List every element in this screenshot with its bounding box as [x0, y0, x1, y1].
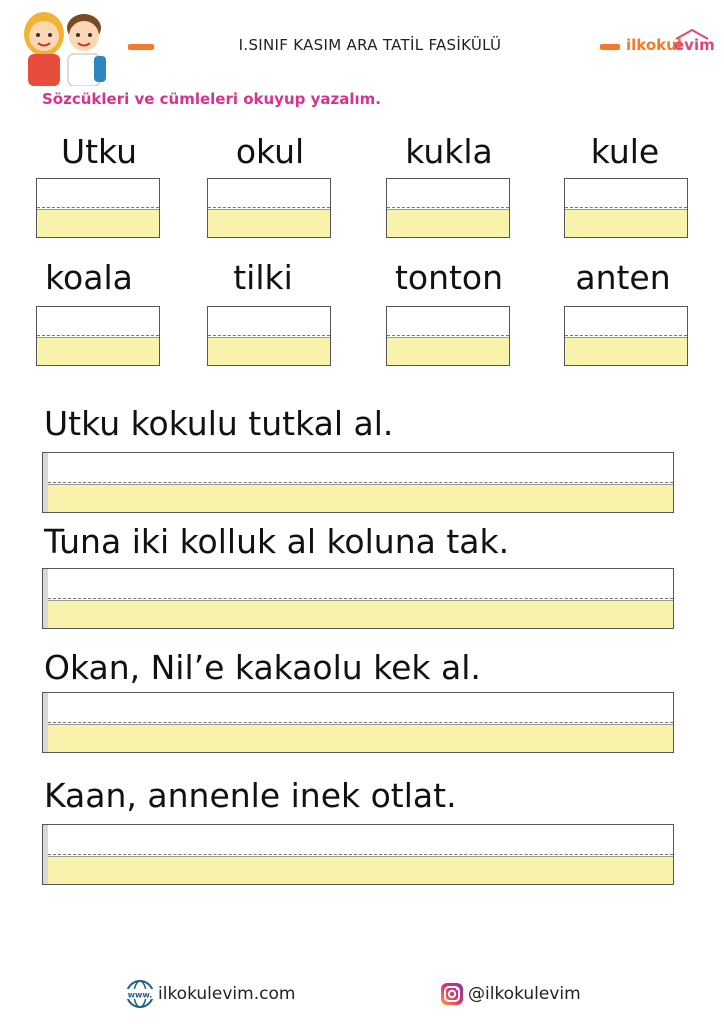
- word-label: anten: [575, 258, 671, 297]
- sentence-writing-box[interactable]: [42, 568, 674, 629]
- instruction-text: Sözcükleri ve cümleleri okuyup yazalım.: [42, 90, 381, 108]
- writing-box[interactable]: [564, 306, 688, 366]
- word-label: kukla: [405, 132, 493, 171]
- logo-part2: evim: [674, 36, 715, 54]
- word-label: Utku: [60, 132, 138, 171]
- word-label: okul: [235, 132, 305, 171]
- page-title: I.SINIF KASIM ARA TATİL FASİKÜLÜ: [238, 36, 502, 54]
- sentence-writing-box[interactable]: [42, 824, 674, 885]
- instagram-text: @ilkokulevim: [468, 984, 581, 1004]
- brand-logo: [626, 28, 721, 64]
- word-label: tonton: [394, 258, 504, 297]
- www-label: www.: [127, 990, 153, 1000]
- title-dash-right: [600, 44, 620, 50]
- globe-icon: [124, 978, 156, 1010]
- writing-box[interactable]: [207, 178, 331, 238]
- writing-box[interactable]: [386, 178, 510, 238]
- sentence-text: Tuna iki kolluk al koluna tak.: [44, 522, 510, 561]
- word-label: koala: [45, 258, 133, 297]
- website-text: ilkokulevim.com: [158, 984, 296, 1004]
- sentence-writing-box[interactable]: [42, 692, 674, 753]
- sentence-text: Utku kokulu tutkal al.: [44, 404, 394, 443]
- writing-box[interactable]: [36, 306, 160, 366]
- writing-box[interactable]: [386, 306, 510, 366]
- writing-box[interactable]: [207, 306, 331, 366]
- sentence-text: Okan, Nil’e kakaolu kek al.: [44, 648, 481, 687]
- sentence-text: Kaan, annenle inek otlat.: [44, 776, 457, 815]
- writing-box[interactable]: [36, 178, 160, 238]
- title-dash-left: [128, 44, 154, 50]
- word-label: tilki: [233, 258, 293, 297]
- logo-part1: ilkokul: [626, 36, 682, 54]
- instagram-icon: [440, 982, 464, 1006]
- writing-box[interactable]: [564, 178, 688, 238]
- children-illustration: [14, 4, 114, 86]
- sentence-writing-box[interactable]: [42, 452, 674, 513]
- word-label: kule: [590, 132, 660, 171]
